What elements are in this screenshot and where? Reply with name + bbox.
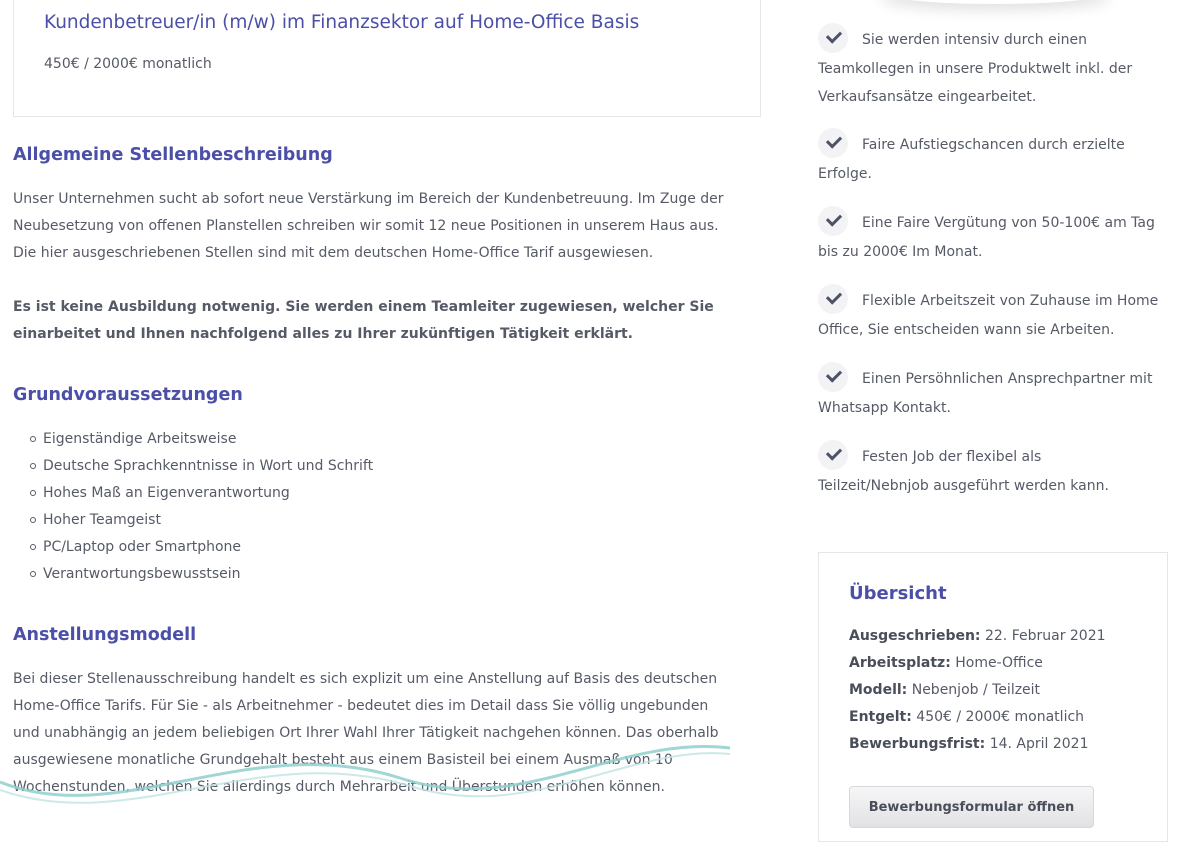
check-icon (818, 128, 848, 158)
list-item: PC/Laptop oder Smartphone (13, 534, 373, 561)
overview-value: 14. April 2021 (989, 736, 1089, 752)
model-line: ausgewiesene monatliche Grundgehalt besteht aus einem Basisteil bei einem Ausmaß von 10 (13, 752, 673, 768)
check-icon (818, 284, 848, 314)
requirements-heading: Grundvoraussetzungen (13, 385, 243, 405)
overview-row-deadline (849, 736, 1088, 752)
overview-row-published (849, 628, 1106, 644)
overview-key: Bewerbungsfrist: (849, 736, 986, 752)
overview-value: Home-Office (955, 655, 1043, 671)
list-item: Verantwortungsbewusstsein (13, 561, 373, 588)
open-application-form-button[interactable]: Bewerbungsformular öffnen (849, 786, 1094, 828)
list-item: Deutsche Sprachkenntnisse in Wort und Schrift (13, 453, 373, 480)
benefit-item (818, 130, 1178, 188)
description-bold-line: Es ist keine Ausbildung notwenig. Sie werden einem Teamleiter zugewiesen, welcher Sie (13, 299, 714, 315)
job-header-card (13, 0, 761, 117)
description-heading: Allgemeine Stellenbeschreibung (13, 145, 333, 165)
check-icon (818, 23, 848, 53)
job-salary: 450€ / 2000€ monatlich (44, 56, 212, 72)
job-title: Kundenbetreuer/in (m/w) im Finanzsektor auf Home-Office Basis (44, 12, 640, 33)
model-line: und unabhängig an jedem beliebigen Ort Ihrer Wahl Ihrer Tätigkeit nachgehen können. Das oberhalb (13, 725, 719, 741)
model-heading: Anstellungsmodell (13, 625, 197, 645)
benefit-text: Eine Faire Vergütung von 50-100€ am Tag (862, 215, 1155, 231)
benefit-text: Teamkollegen in unsere Produktwelt inkl. der (818, 61, 1133, 77)
description-line: Unser Unternehmen sucht ab sofort neue Verstärkung im Bereich der Kundenbetreuung. Im Zuge der (13, 191, 724, 207)
overview-key: Modell: (849, 682, 908, 698)
description-line: Neubesetzung von offenen Planstellen schreiben wir somit 12 neue Positionen in unserem Haus aus. (13, 218, 719, 234)
decorative-shadow (880, 0, 1110, 4)
overview-row-salary (849, 709, 1084, 725)
benefit-text: Teilzeit/Nebnjob ausgeführt werden kann. (818, 478, 1109, 494)
decorative-wave (0, 740, 740, 828)
overview-value: 450€ / 2000€ monatlich (916, 709, 1085, 725)
description-bold-line: einarbeitet und Ihnen nachfolgend alles zu Ihrer zukünftigen Tätigkeit erklärt. (13, 326, 633, 342)
check-icon (818, 440, 848, 470)
benefit-item (818, 25, 1178, 111)
benefit-text: Erfolge. (818, 166, 872, 182)
overview-value: Nebenjob / Teilzeit (911, 682, 1041, 698)
description-bold-text (13, 294, 763, 348)
list-item: Eigenständige Arbeitsweise (13, 426, 373, 453)
description-text (13, 186, 763, 267)
list-item: Hoher Teamgeist (13, 507, 373, 534)
overview-row-workplace (849, 655, 1043, 671)
overview-key: Entgelt: (849, 709, 912, 725)
benefit-text: bis zu 2000€ Im Monat. (818, 244, 983, 260)
benefit-item (818, 208, 1178, 266)
benefit-text: Sie werden intensiv durch einen (862, 32, 1087, 48)
benefit-item (818, 442, 1178, 500)
list-item: Hohes Maß an Eigenverantwortung (13, 480, 373, 507)
overview-row-model (849, 682, 1040, 698)
check-icon (818, 206, 848, 236)
check-icon (818, 362, 848, 392)
benefit-text: Faire Aufstiegschancen durch erzielte (862, 137, 1125, 153)
overview-key: Arbeitsplatz: (849, 655, 951, 671)
model-line: Bei dieser Stellenausschreibung handelt es sich explizit um eine Anstellung auf Basis des deutschen (13, 671, 718, 687)
model-line: Home-Office Tarifs. Für Sie - als Arbeitnehmer - bedeutet dies im Detail dass Sie völlig ungebunden (13, 698, 709, 714)
overview-title: Übersicht (849, 583, 947, 604)
benefit-item (818, 364, 1178, 422)
benefit-text: Flexible Arbeitszeit von Zuhause im Home (862, 293, 1159, 309)
benefit-text: Office, Sie entscheiden wann sie Arbeiten. (818, 322, 1115, 338)
description-line: Die hier ausgeschriebenen Stellen sind mit dem deutschen Home-Office Tarif ausgewiesen. (13, 245, 654, 261)
overview-box (818, 552, 1168, 842)
benefit-text: Whatsapp Kontakt. (818, 400, 951, 416)
overview-key: Ausgeschrieben: (849, 628, 981, 644)
benefit-text: Einen Persöhnlichen Ansprechpartner mit (862, 371, 1153, 387)
model-line: Wochenstunden, welchen Sie allerdings durch Mehrarbeit und Überstunden erhöhen können. (13, 779, 665, 795)
overview-value: 22. Februar 2021 (984, 628, 1106, 644)
requirements-list (13, 426, 373, 588)
benefit-text: Festen Job der flexibel als (862, 449, 1042, 465)
benefit-text: Verkaufsansätze eingearbeitet. (818, 89, 1037, 105)
benefit-item (818, 286, 1178, 344)
